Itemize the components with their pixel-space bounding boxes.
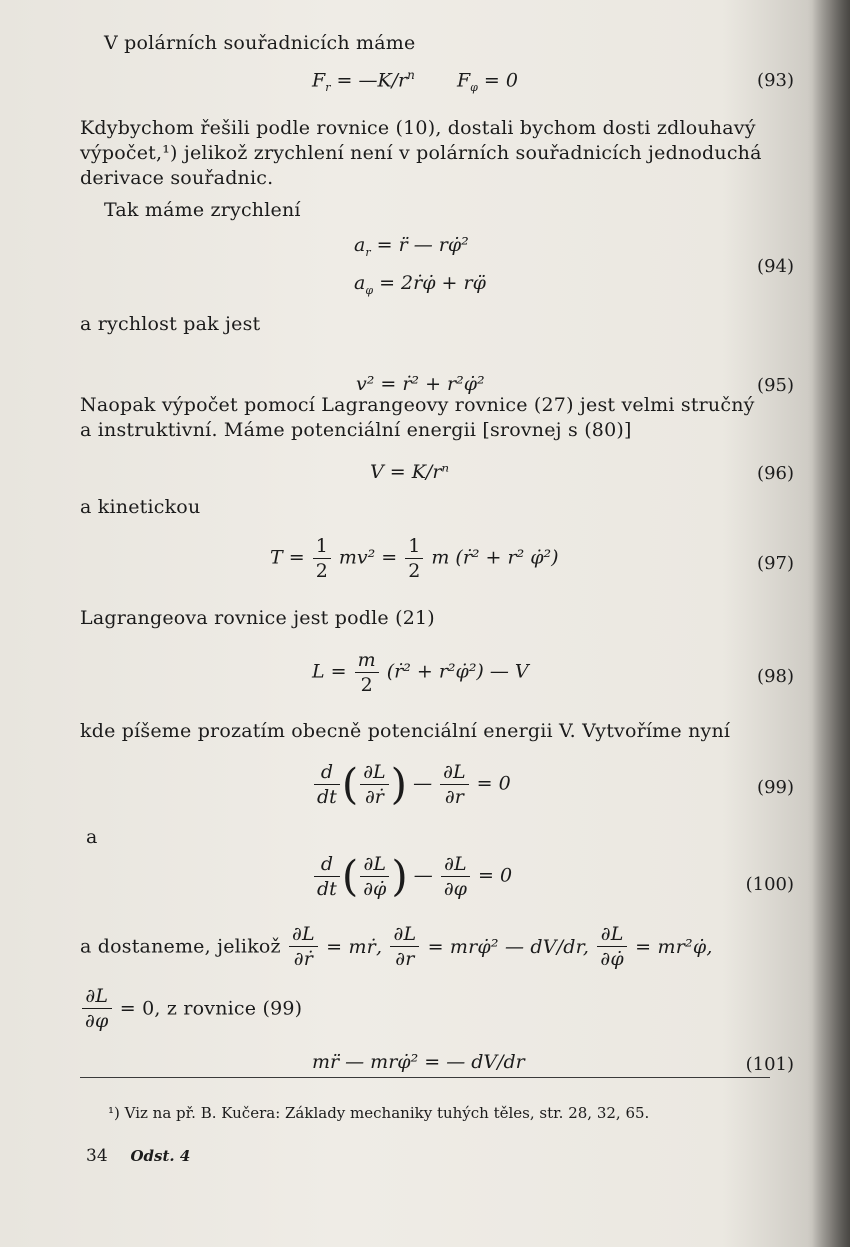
text-line: Tak máme zrychlení [104,199,301,221]
eq-part: T = [270,546,305,569]
text-line: Kdybychom řešili podle rovnice (10), dostali bychom dosti zdlouhavý [80,117,756,139]
eq-part: a [354,272,366,294]
fraction: $\frac{\partial L}{\text{∂ṙ}}$ [360,760,388,809]
equation-94-angular [354,272,486,297]
eq-part: = —K/r [336,69,408,92]
text-line: Naopak výpočet pomocí Lagrangeovy rovnice (27) jest velmi stručný [80,394,755,416]
eq-part: mv² = [338,546,398,569]
equation-number: (93) [757,70,794,91]
text-line: a rychlost pak jest [80,313,261,335]
eq-part: — [413,864,439,887]
eq-part: = 0 [476,772,511,795]
footnote: ¹) Viz na př. B. Kučera: Základy mechaniky tuhých těles, str. 28, 32, 65. [108,1104,650,1122]
text-line: a instruktivní. Máme potenciální energii [srovnej s (80)] [80,419,632,441]
text-line: a kinetickou [80,496,201,518]
eq-part: = r̈ — rφ̇² [376,234,469,256]
eq-part: = 0 [483,69,518,92]
equation-96: V = K/rⁿ [370,461,450,483]
section-label: Odst. 4 [130,1147,191,1165]
fraction: $\frac{\partial L}{\partial\varphi̇}$ [597,922,627,971]
text-part: = 0, z rovnice (99) [119,997,303,1020]
equation-number: (96) [757,463,794,484]
eq-part: = mr²φ̇, [635,935,713,958]
eq-part: = 2ṙφ̇ + rφ̈ [379,272,486,294]
text-line: výpočet,¹) jelikož zrychlení není v polárních souřadnicích jednoduchá [80,142,762,164]
fraction: $\frac{1}{2}$ [405,534,423,583]
fraction: $\frac{\partial L}{\partial r}$ [390,922,419,971]
subscript: r [365,245,371,259]
equation-99: $\frac{d}{dt}$ ( $\frac{\partial L}{\text{∂ṙ}}$ ) — $\frac{\partial L}{\partial r}$ = 0 [312,760,511,809]
equation-number: (94) [757,256,794,277]
page-footer [86,1146,190,1166]
equation-number: (100) [745,874,794,895]
equation-number: (98) [757,666,794,687]
subscript: r [325,81,331,95]
text-line [80,984,302,1033]
eq-part: L = [312,660,347,683]
text-line-derivatives [80,922,713,971]
fraction: $\frac{d}{dt}$ [314,760,340,809]
eq-part: a [354,234,366,256]
fraction: $\frac{m}{2}$ [355,648,379,697]
eq-part: = mṙ, [326,935,383,958]
text-part: a dostaneme, jelikož [80,935,281,958]
fraction: $\frac{\partial L}{\partial r}$ [440,760,468,809]
equation-98 [312,648,529,697]
fraction: $\frac{\partial L}{\partial\varphi}$ [82,984,112,1033]
eq-part: F [312,69,326,92]
subscript: φ [365,283,374,297]
text-line: derivace souřadnic. [80,167,274,189]
eq-part: F [456,69,471,92]
fraction: $\frac{d}{dt}$ [314,852,340,901]
equation-number: (99) [757,777,794,798]
fraction: $\frac{1}{2}$ [313,534,331,583]
superscript: n [407,68,415,82]
eq-part: — [413,772,439,795]
equation-94-radial [354,234,469,259]
text-line: V polárních souřadnicích máme [104,32,416,54]
subscript: φ [470,81,478,95]
text-line: a [86,826,98,848]
equation-number: (101) [745,1054,794,1075]
eq-part: m (ṙ² + r² φ̇²) [431,546,559,569]
fraction: $\frac{\partial L}{\partial\varphi}$ [441,852,470,901]
eq-part: = 0 [478,864,513,887]
equation-97 [270,534,559,583]
equation-number: (97) [757,553,794,574]
page-edge-shadow [812,0,850,1247]
equation-100: $\frac{d}{dt}$ ( $\frac{\partial L}{\partial\varphi̇}$ ) — $\frac{\partial L}{\partial\varphi}$ = 0 [312,852,512,901]
equation-93 [312,68,518,94]
text-line: Lagrangeova rovnice jest podle (21) [80,607,435,629]
equation-95: v² = ṙ² + r²φ̇² [356,373,485,395]
page-number: 34 [86,1146,108,1166]
footnote-rule [80,1077,770,1078]
text-line: kde píšeme prozatím obecně potenciální energii V. Vytvoříme nyní [80,720,731,742]
eq-part: = mrφ̇² — dV/dr, [427,935,590,958]
eq-part: (ṙ² + r²φ̇²) — V [386,660,529,683]
equation-101: mr̈ — mrφ̇² = — dV/dr [312,1051,525,1073]
fraction: $\frac{\partial L}{\partial\varphi̇}$ [360,852,389,901]
fraction: $\frac{\partial L}{\text{∂ṙ}}$ [289,922,318,971]
equation-number: (95) [757,375,794,396]
